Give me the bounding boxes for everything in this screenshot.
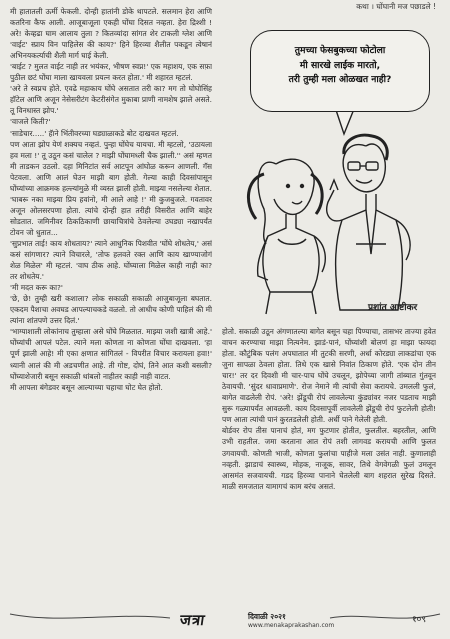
cartoon-illustration bbox=[216, 14, 442, 320]
paragraph: 'छे, छे! तुम्ही खरी कशाला? लोक सकाळी सकाळी आजुबाजूला बघतात. एकदम पैशाचा अवघड आपल्याचकडे वळतो. तो आधीच कोणी पाहिलं की मी त्यांना शांतपणे उत्तर दिलं.' bbox=[10, 294, 212, 326]
running-head: कथा । घोंघानी मज पछाडले ! bbox=[356, 2, 436, 11]
cartoonist-signature: प्रशांत आष्टीकर bbox=[368, 303, 418, 313]
page-footer bbox=[0, 600, 450, 639]
speech-line-1: तुमच्या फेसबुकच्या फोटोला bbox=[294, 45, 386, 56]
paragraph: 'साडेचार.....' हॅाने भिंतीवरच्या घड्याळाकडे बोट दाखवत म्हटलं. bbox=[10, 128, 179, 138]
paragraph: मी हातातली ऊर्मी फेकली. दोन्ही हातांनी डोके थापटले. सलमान हेरा आणि कतरिना कैफ आली. आजूबाजूला एकही घोंघा दिसत नव्हता. हेरा द्रिश्शी ! अरे! केव्हढा घाम आलाय तुला ? कितव्यांदा सांगत शेर टाकली ग्लेश आणि 'वाईट' स्प्राय विन पाहिलेस की काय?' हिने हिरव्या शैलीत पकडून त्वेषानं अभिनयकर्त्याची शैली मार्ग घाई केली. bbox=[10, 7, 212, 61]
speech-line-3: तरी तुम्ही मला ओळखत नाही? bbox=[288, 74, 392, 85]
right-column bbox=[222, 326, 436, 598]
paragraph: 'अरे ते स्वप्नच होते. एवढे महाकाय घोंघे असतात तरी का? मग तो घोघोसिंह हॉटेल आणि अजून नेसेसरीटंग केटरीसंगेत मुकाबा प्राणी नामशेष झाले असते. तू विनधास्त झोप.' bbox=[10, 84, 212, 116]
magazine-logo: जत्रा bbox=[178, 611, 207, 629]
paragraph: होतो. सकाळी उठून अंगणातल्या बागेत बसून चहा पिण्याचा, तासभर ताज्या हवेत वाचन करण्याचा माझा नित्यनेम. झाडं-पानं, घोंघ्यांशी बोलणं हा माझा फायदा होता. कौटुंबिक पलंग अपघातात मी तुटकी सरणी, अर्धा कोरड्या लाकडांचा एक जुना सापळा ठेवला होता. तिथे एक खासे निवांत ठिकाण होते. 'एक दोन तीन चार!' तर दर दिवशी मी चार-पाच घोंघे उचलून, झोपेच्या जागी तांब्यात गुंतवून ठेवायची. 'सुंदर धावाप्रमाणे'. रोज नेमाने मी त्यांची सेवा करायचे. उमलली फुलं, बागेत वाढलेली रोपं. 'अरे! झेंडूची रोपं लावलेल्या कुंड्यांवर नजर पडताच माझी सुरू गळ्यापर्यंत आवळली. काय दिवसापूर्वी लावलेली झेंडूची रोपं फुटलेली होती! पण आता त्यांची पानं कुरतडलेली होती. अर्धी पाने गेलेली होती. bbox=[222, 327, 436, 425]
paragraph: मी आपला बंगेडवर बसून आल्याच्या चहाचा घोट घेत होतो. bbox=[10, 382, 163, 392]
paragraph: बोर्डवर रोप तीस पानाचं होतं, मग फुटणार होतीत, फुलतील. बहरतील, आणि उभी राहतील. जमा करताना आत रोपं तशी लागवड करायची आणि फुलत उगवायची. कोणती भाजी, कोणता फुलांचा पाहीजे मला उसंत नाही. कुणालाही नव्हती. झाडाचं स्वास्थ्य, मोहक, नाजूक, सावर, तिथे वेगवेगळी फुलं उमलून आसमंत सजवायची. गडद हिरव्या पानाने घेतलेली बाग शहरात सुरेख दिसते. माळी समजतात यामागचं काम बरंच असतं. bbox=[222, 426, 436, 491]
issue-label: दिवाळी २०२१ bbox=[248, 612, 286, 621]
speech-text bbox=[260, 44, 420, 88]
paragraph: 'बाईट ? मुलत वाईट नाही तर भयंकर, भीषण स्वप्न!' एक महाशय, एक सफ़ा पुठील छटं घोंघा माला खायवला प्रयत्न करत होता.' मी शहारत म्हटलं. bbox=[10, 62, 212, 83]
paragraph: पण आता झोप येणं शक्यच नव्हतं. पुन्हा घोंघेच यायचा. मी म्हटलो, 'उठायला हव मला !' तू उठून कसं चालेल ? माझी घोंघामध्ली चैक झाली.'' असं म्हणत मी ताडकन उठलो. दहा मिनिटांत सर्व आटपून आंघोळ करून आणली. गॅस पेटवला. आणि आलं घेउन माझी बाग होती. गेल्या काही दिवसांपासून घोंघ्यांच्या आक्रमक हल्ल्यांमुळे मी व्यस्त झाली होती. माझ्या नसलेल्या शेतात. 'घाबरू नका माझ्या प्रिय हवांनो, मी आले आहे !' मी कुजबुजले. गवतावर अजून ओलसरपणा होता. त्यांचे दोन्ही हात तरीही विसरीत आणि बाहेर सोडतात. जमिनीवर ठिकठिकाणी छायाचित्रांचे ठेवलेल्या उघड्या नखापर्यंत टोवन जो धुतात... bbox=[10, 139, 212, 237]
paragraph: 'भाग्याशाली लोकांनाच तुम्हाला असे घोंघे मिळतात. माझ्या जशी खात्री आहे.' घोंघ्यांची आपलं पटेल. त्याने मला कोणता ना कोणता घोंघा दाखवला. 'हा पूर्ण झाली आहे! मी एका क्षणात सांगितलं - विपरीत विचार करायला हवा!' ध्यानी आलं की मी अडचणीत आहे. ती गोष्ट, दोघं, तिने आत कशी बसली? घोंघ्याशेजारी बसून सकाळी थांबलो नाहीतर काही नाही वाटत. bbox=[10, 327, 212, 381]
website-link[interactable]: www.menakaprakashan.com bbox=[248, 622, 335, 629]
paragraph: 'वाजले किती?' bbox=[10, 117, 51, 127]
footer-ornament bbox=[0, 600, 450, 639]
left-column bbox=[10, 6, 212, 598]
speech-line-2: मी सारखे लाईक मारतो, bbox=[299, 59, 381, 71]
paragraph: 'मी मदत करू का?' bbox=[10, 283, 63, 293]
paragraph: 'सुप्रभात ताई! काय शोधताय?' त्याने आधुनिक पिशवीत 'घोंघे शोधतेय,' असं कसं सांगणार? त्याने विचारले, 'तोफ हलवते रक्त आणि काय खाण्याजोगं शेळ मिळेल' मी म्हटलं. 'वाघ ठीक आहे. घोंघ्याला मिळेल काही नाही का? तर शोधतेय.' bbox=[10, 238, 212, 282]
page-number: १०९ bbox=[412, 615, 427, 625]
